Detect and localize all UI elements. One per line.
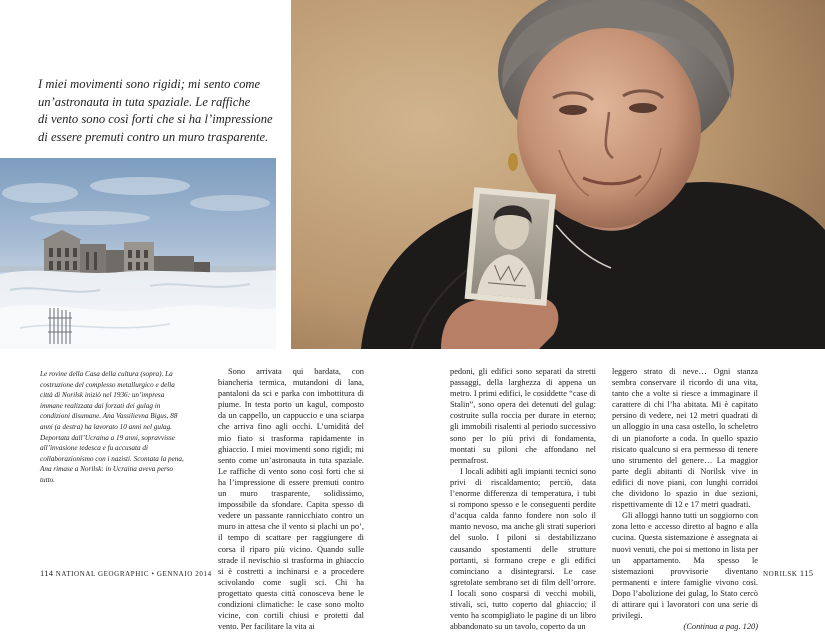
body-paragraph: Sono arrivata qui bardata, con biancheria termica, mutandoni di lana, pantaloni da sci e parka con imbottitura di piume. In testa porto un kagul, composto da un cappello, un cappuccio e una sciarpa che arriva fino agli occhi. L’umidità del mio fiato si trasforma rapidamente in ghiaccio. I miei movimenti sono rigidi; mi sento come un’astronauta in tuta spaziale. Le raffiche di vento sono così forti che si ha l’impressione di essere premuti contro un muro trasparente, solidissimo, impossibile da sfondare. Capita spesso di vedere un passante rannicchiato contro un muro in attesa che il vento si plachi un po’, il tempo di scattare per raggiungere di corsa il riparo più vicino. Quando sulle strade il nevischio si trasforma in ghiaccio si è costretti a inchinarsi e a procedere scivolando come sugli sci. Chi ha progettato questa città conosceva bene le condizioni climatiche: le case sono molto vicine, con cortili chiusi e protetti dal vento. Per facilitare la vita ai xyxy=(218,367,364,632)
page-number-right: 115 xyxy=(799,568,814,578)
body-column-2 xyxy=(450,366,596,632)
folio-right xyxy=(763,568,813,578)
caption-lead: Le rovine della Casa della cultura xyxy=(40,370,139,378)
pull-quote-line: I miei movimenti sono rigidi; mi sento come xyxy=(38,77,261,91)
magazine-issue: NATIONAL GEOGRAPHIC • GENNAIO 2014 xyxy=(55,570,212,578)
folio-left xyxy=(40,568,212,578)
caption-text: (sopra). La costruzione del complesso metallurgico e della città di Norilsk iniziò nel 1936: un’impresa immane realizzata dai forzati dei gulag in condizioni disumane. Ana Vassilievna Bigus, 88 anni (a destra) ha lavorato 10 anni nel gulag. Deportata dall’Ucraina a 19 anni, sopravvisse all’invasione tedesca e fu accusata di collaborazionismo con i nazisti. Scontata la pena, Ana rimase a Norilsk: in Ucraina aveva perso tutto. xyxy=(40,370,184,484)
pull-quote-line: di vento sono così forti che si ha l’impressione xyxy=(38,112,273,127)
section-name: NORILSK xyxy=(763,570,798,578)
body-paragraph: leggero strato di neve… Ogni stanza sembra conservare il ricordo di una vita, tanto che a volte si riesce a immaginare il carattere di chi l’ha abitata. Mi è capitato persino di vedere, nei 12 metri quadrati di un alloggio in una casa ostello, lo scheletro di un pianoforte a coda. In quello spazio risicato qualcuno si era permesso di tenere uno strumento del genere… La maggior parte degli abitanti di Norilsk vive in edifici di nove piani, con lunghi corridoi che dividono lo spazio in due sezioni, rispettivamente di 12 e 17 metri quadrati. xyxy=(612,367,758,510)
ruins-photo xyxy=(0,158,276,349)
portrait-photo xyxy=(291,0,825,349)
photo-caption xyxy=(40,369,188,486)
body-column-3 xyxy=(612,366,758,632)
body-paragraph: pedoni, gli edifici sono separati da stretti passaggi, della larghezza di appena un metro. I primi edifici, le cosiddette “case di Stalin”, sono opera dei detenuti del gulag: costruite sulla roccia per durare in eterno; gli immobili risalenti al periodo successivo sono per lo più privi di fondamenta, montati su piloni che affondano nel permafrost. xyxy=(450,367,596,465)
body-paragraph: I locali adibiti agli impianti tecnici sono privi di riscaldamento; perciò, data l’enorme differenza di temperatura, i tubi si rompono spesso e le conseguenti perdite d’acqua calda fanno fondere non solo il manto nevoso, ma anche gli strati superiori del suolo. I piloni si destabilizzano causando spostamenti delle strutture portanti, si formano crepe e gli edifici cominciano a disintegrarsi. Le case sgretolate sembrano set di film dell’orrore. I locali sono cosparsi di vecchi mobili, stivali, sci, tutto coperto dal ghiaccio; il vento ha scompigliato le pagine di un libro abbandonato su un tavolo, coperto da un xyxy=(450,466,596,632)
body-paragraph: Gli alloggi hanno tutti un soggiorno con zona letto e accesso diretto al bagno e alla cucina. Questa sistemazione è assegnata ai nuovi venuti, che poi si mettono in lista per un appartamento. Ma spesso le sistemazioni provvisorie diventano permanenti e intere famiglie vivono così. Dopo l’abolizione dei gulag, lo Stato cercò di attirare qui i lavoratori con una serie di privilegi. xyxy=(612,511,758,621)
page-number-left: 114 xyxy=(40,568,54,578)
continue-note[interactable]: (Continua a pag. 120) xyxy=(683,622,758,632)
body-column-1 xyxy=(218,366,364,632)
pull-quote-line: un’astronauta in tuta spaziale. Le raffiche xyxy=(38,94,251,109)
pull-quote xyxy=(38,76,278,146)
pull-quote-line: di essere premuti contro un muro trasparente. xyxy=(38,129,269,144)
